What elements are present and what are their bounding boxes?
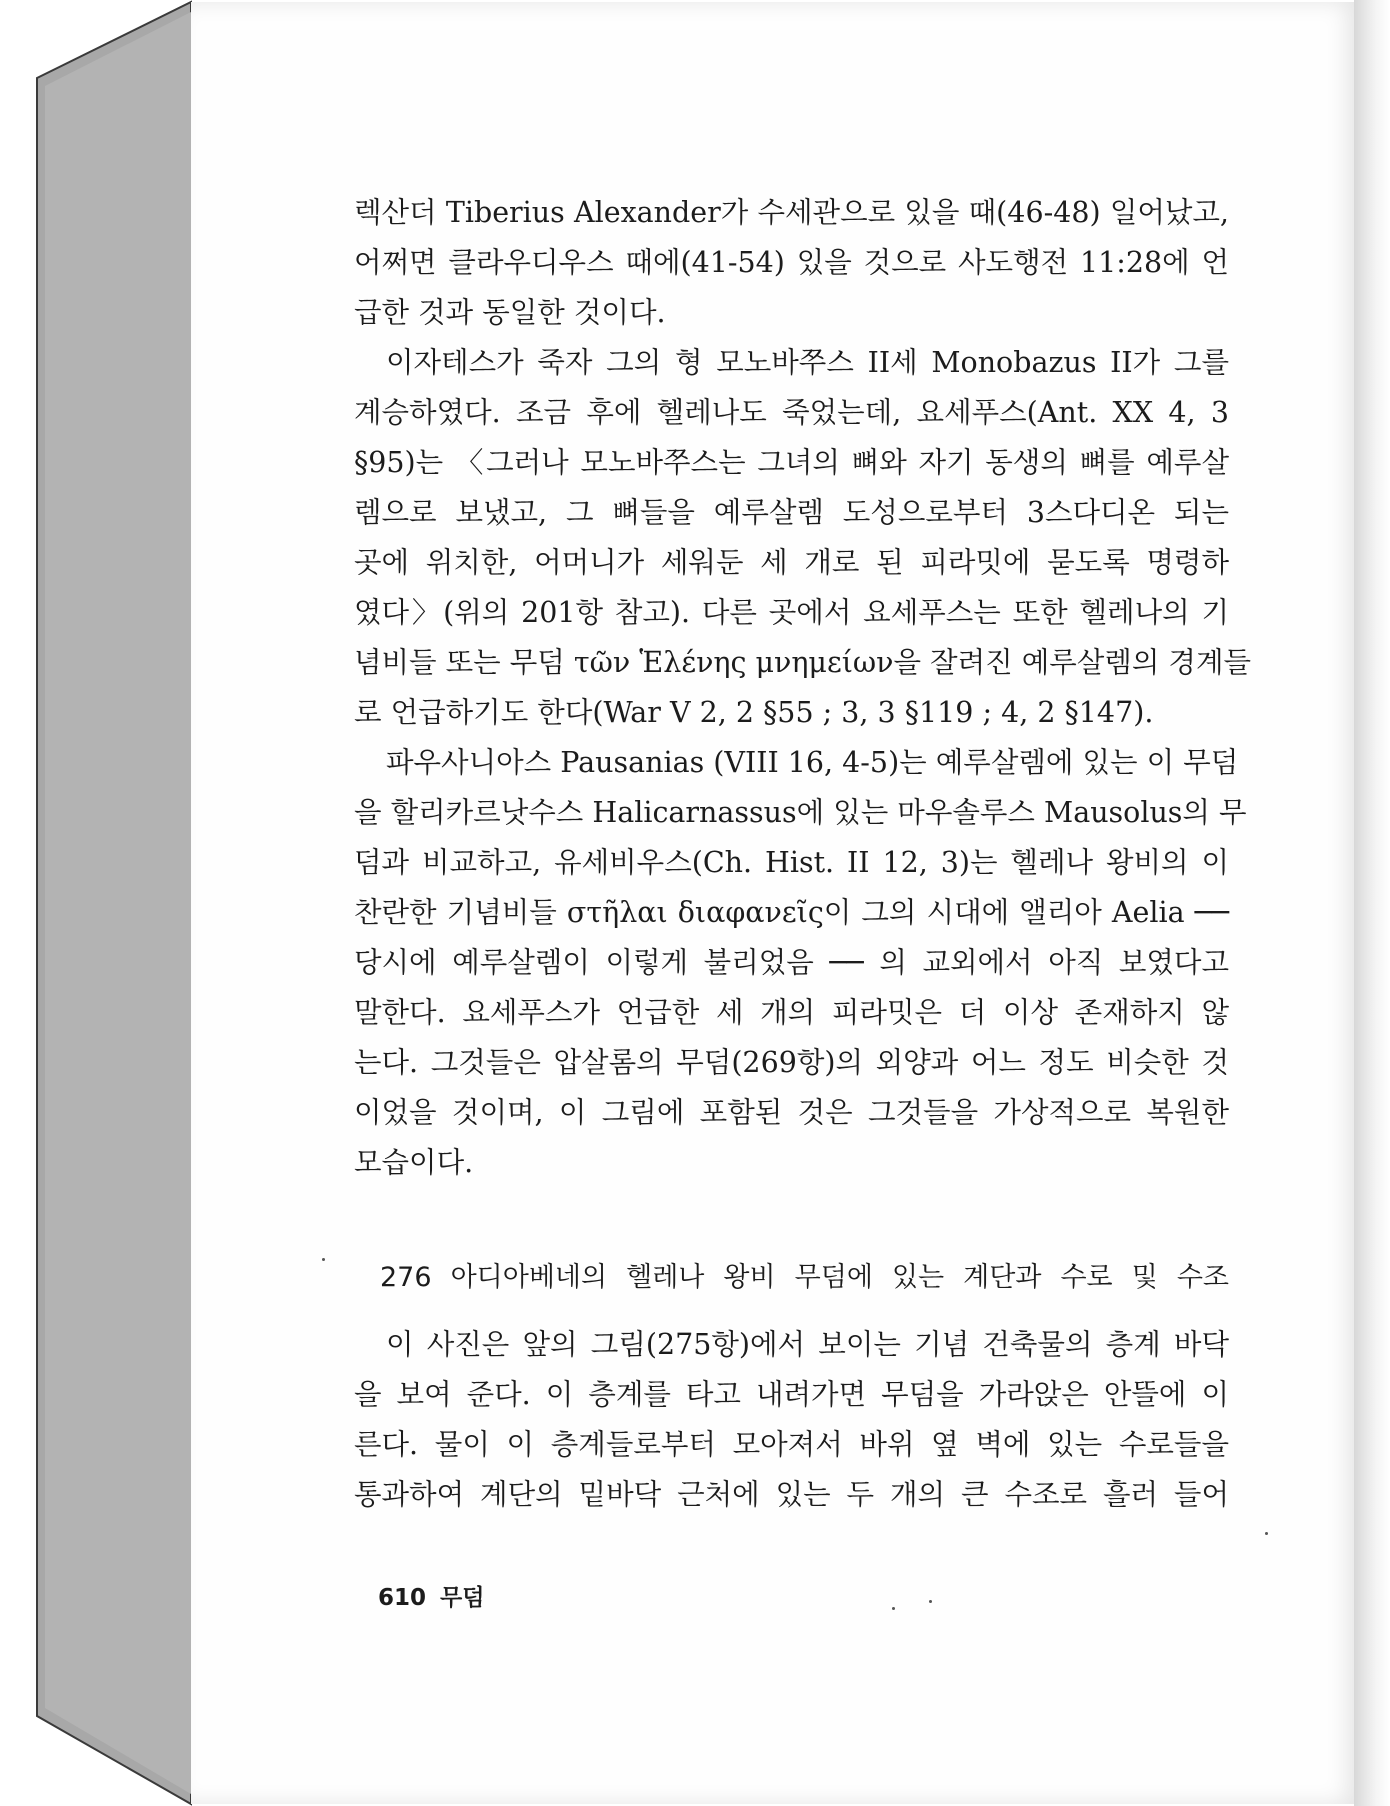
text-line: 어쩌면 클라우디우스 때에(41-54) 있을 것으로 사도행전 11:28에 언 [354, 246, 1229, 279]
text-line: 을 할리카르낫수스 Halicarnassus에 있는 마우솔루스 Mausolus의 무 [354, 796, 1247, 829]
text-line: 이 사진은 앞의 그림(275항)에서 보이는 기념 건축물의 층계 바닥 [386, 1328, 1229, 1361]
text-line: 말한다. 요세푸스가 언급한 세 개의 피라밋은 더 이상 존재하지 않 [354, 996, 1229, 1029]
text-line: 른다. 물이 이 층계들로부터 모아져서 바위 옆 벽에 있는 수로들을 [354, 1428, 1229, 1461]
page-edge-shadow [1354, 0, 1390, 1806]
scan-speck [1265, 1532, 1268, 1535]
text-line: 찬란한 기념비들 στῆλαι διαφανεῖς이 그의 시대에 앨리아 Aelia ── [354, 896, 1229, 929]
text-line: 모습이다. [354, 1146, 474, 1179]
text-line: 당시에 예루살렘이 이렇게 불리었음 ── 의 교외에서 아직 보였다고 [354, 946, 1229, 979]
text-line: 였다〉(위의 201항 참고). 다른 곳에서 요세푸스는 또한 헬레나의 기 [354, 596, 1229, 629]
text-line: 로 언급하기도 한다(War V 2, 2 §55 ; 3, 3 §119 ; 4, 2 §147). [354, 696, 1154, 729]
text-line: 곳에 위치한, 어머니가 세워둔 세 개로 된 피라밋에 묻도록 명령하 [354, 546, 1229, 579]
text-line: §95)는 〈그러나 모노바쭈스는 그녀의 뼈와 자기 동생의 뼈를 예루살 [354, 446, 1229, 479]
text-line: 통과하여 계단의 밑바닥 근처에 있는 두 개의 큰 수조로 흘러 들어 [354, 1478, 1229, 1511]
scan-speck [322, 1258, 325, 1261]
section-heading: 276 아디아베네의 헬레나 왕비 무덤에 있는 계단과 수로 및 수조 [380, 1262, 1229, 1293]
page-footer [378, 1578, 498, 1618]
page-number: 610 [378, 1585, 427, 1611]
scan-speck [929, 1600, 932, 1603]
text-line: 급한 것과 동일한 것이다. [354, 296, 666, 329]
scan-speck [892, 1607, 895, 1610]
text-line: 념비들 또는 무덤 τῶν Ἑλένης μνημείων을 잘려진 예루살렘의 경계들 [354, 646, 1252, 679]
text-line: 파우사니아스 Pausanias (VIII 16, 4-5)는 예루살렘에 있는 이 무덤 [386, 746, 1239, 779]
text-line: 이었을 것이며, 이 그림에 포함된 것은 그것들을 가상적으로 복원한 [354, 1096, 1229, 1129]
text-line: 렘으로 보냈고, 그 뼈들을 예루살렘 도성으로부터 3스다디온 되는 [354, 496, 1229, 529]
text-line: 이자테스가 죽자 그의 형 모노바쭈스 II세 Monobazus II가 그를 [386, 346, 1229, 379]
running-footer-title: 무덤 [440, 1585, 485, 1611]
text-line: 을 보여 준다. 이 층계를 타고 내려가면 무덤을 가라앉은 안뜰에 이 [354, 1378, 1229, 1411]
text-line: 렉산더 Tiberius Alexander가 수세관으로 있을 때(46-48) 일어났고, [354, 196, 1229, 229]
text-line: 덤과 비교하고, 유세비우스(Ch. Hist. II 12, 3)는 헬레나 왕비의 이 [354, 846, 1229, 879]
text-line: 는다. 그것들은 압살롬의 무덤(269항)의 외양과 어느 정도 비슷한 것 [354, 1046, 1229, 1079]
text-line: 계승하였다. 조금 후에 헬레나도 죽었는데, 요세푸스(Ant. XX 4, 3 [354, 396, 1229, 429]
